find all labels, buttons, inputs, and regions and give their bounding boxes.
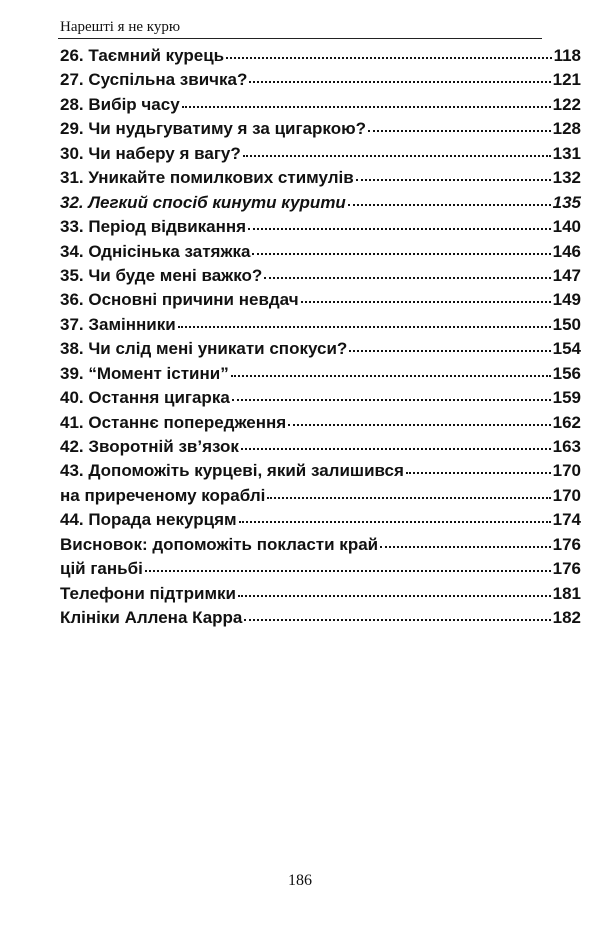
- toc-entry: [60, 46, 581, 70]
- toc-leader-dots: [226, 57, 551, 59]
- toc-leader-dots: [239, 521, 551, 523]
- toc-entry-page: 149: [552, 290, 581, 310]
- toc-entry-page: 174: [552, 510, 581, 530]
- toc-entry: [60, 266, 581, 290]
- toc-entry: [60, 144, 581, 168]
- toc-leader-dots: [348, 204, 551, 206]
- toc-entry-page: 162: [552, 412, 581, 432]
- toc-entry: [60, 290, 581, 314]
- toc-entry: [60, 315, 581, 339]
- toc-entry-page: 156: [552, 363, 581, 383]
- toc-entry-page: 118: [553, 46, 581, 65]
- toc-entry-page: 128: [552, 119, 581, 139]
- toc-entry: [60, 388, 581, 412]
- toc-entry-page: 182: [552, 608, 581, 628]
- toc-entry: [60, 364, 581, 388]
- toc-leader-dots: [249, 81, 550, 83]
- toc-leader-dots: [406, 472, 551, 474]
- toc-leader-dots: [182, 106, 551, 108]
- toc-leader-dots: [244, 619, 550, 621]
- toc-entry-page: 176: [552, 559, 581, 579]
- toc-leader-dots: [243, 155, 551, 157]
- toc-entry: [60, 559, 581, 583]
- toc-entry-title: 44. Порада некурцям: [60, 510, 237, 530]
- toc-entry: [60, 413, 581, 437]
- toc-leader-dots: [238, 595, 551, 597]
- toc-entry-page: 132: [552, 168, 581, 188]
- toc-leader-dots: [178, 326, 551, 328]
- toc-entry: [60, 461, 581, 485]
- toc-entry-page: 170: [552, 485, 581, 505]
- toc-entry-title: 28. Вибір часу: [60, 94, 180, 114]
- toc-leader-dots: [252, 253, 550, 255]
- toc-entry: [60, 70, 581, 94]
- page-number: 186: [288, 872, 312, 889]
- toc-entry-title: Клініки Аллена Карра: [60, 608, 243, 628]
- toc-entry: [60, 584, 581, 608]
- toc-entry-title: 29. Чи нудьгуватиму я за цигаркою?: [60, 119, 366, 139]
- toc-leader-dots: [232, 399, 551, 401]
- toc-entry-title: цій ганьбі: [60, 559, 143, 579]
- toc-entry: [60, 486, 581, 510]
- toc-entry-title: 41. Останнє попередження: [60, 412, 287, 432]
- toc-leader-dots: [241, 448, 551, 450]
- toc-entry: [60, 535, 581, 559]
- toc-entry-page: 140: [552, 217, 581, 237]
- toc-entry: [60, 510, 581, 534]
- toc-entry: [60, 193, 581, 217]
- toc-entry-title: 40. Остання цигарка: [60, 388, 230, 408]
- toc-entry-title: на приреченому кораблі: [60, 485, 266, 505]
- table-of-contents: [60, 46, 581, 633]
- toc-leader-dots: [264, 277, 550, 279]
- toc-entry-page: 150: [552, 314, 581, 334]
- toc-entry-title: 32. Легкий спосіб кинути курити: [60, 192, 346, 212]
- toc-entry-title: Телефони підтримки: [60, 583, 236, 603]
- toc-entry-page: 147: [552, 265, 581, 285]
- toc-leader-dots: [231, 375, 551, 377]
- toc-leader-dots: [349, 350, 550, 352]
- toc-leader-dots: [288, 424, 550, 426]
- toc-entry-title: 43. Допоможіть курцеві, який залишився: [60, 461, 404, 481]
- toc-entry-page: 181: [552, 583, 581, 603]
- toc-entry-title: 35. Чи буде мені важко?: [60, 265, 263, 285]
- toc-entry-page: 122: [552, 94, 581, 114]
- toc-entry-title: 33. Період відвикання: [60, 217, 247, 237]
- toc-entry-title: 31. Уникайте помилкових стимулів: [60, 168, 354, 188]
- toc-entry: [60, 608, 581, 632]
- toc-entry-page: 170: [552, 461, 581, 481]
- toc-entry-page: 163: [552, 437, 581, 456]
- toc-entry-title: 27. Суспільна звичка?: [60, 70, 248, 90]
- toc-entry-page: 121: [552, 70, 581, 90]
- toc-entry-page: 135: [552, 192, 581, 212]
- toc-leader-dots: [145, 570, 551, 572]
- toc-entry: [60, 242, 581, 266]
- toc-entry-title: 36. Основні причини невдач: [60, 290, 299, 310]
- toc-entry: [60, 168, 581, 192]
- toc-entry: [60, 95, 581, 119]
- toc-entry: [60, 217, 581, 241]
- toc-entry-title: 37. Замінники: [60, 314, 176, 334]
- toc-entry: [60, 339, 581, 363]
- toc-leader-dots: [301, 301, 551, 303]
- toc-entry-title: 30. Чи наберу я вагу?: [60, 143, 241, 163]
- toc-leader-dots: [248, 228, 551, 230]
- toc-entry-title: 38. Чи слід мені уникати спокуси?: [60, 339, 348, 359]
- toc-entry-title: Висновок: допоможіть покласти край: [60, 534, 379, 554]
- header-divider: [58, 38, 542, 39]
- toc-entry-title: 42. Зворотній зв’язок: [60, 437, 239, 456]
- toc-leader-dots: [380, 546, 551, 548]
- toc-leader-dots: [368, 130, 551, 132]
- toc-leader-dots: [356, 179, 551, 181]
- toc-entry-page: 131: [552, 143, 581, 163]
- toc-entry-page: 146: [552, 241, 581, 261]
- toc-entry-page: 154: [552, 339, 581, 359]
- toc-entry-page: 176: [552, 534, 581, 554]
- toc-entry-title: 26. Таємний курець: [60, 46, 225, 65]
- toc-entry-title: 39. “Момент істини”: [60, 363, 229, 383]
- toc-entry: [60, 119, 581, 143]
- running-header: Нарешті я не курю: [60, 19, 181, 35]
- toc-leader-dots: [267, 497, 550, 499]
- toc-entry-page: 159: [552, 388, 581, 408]
- toc-entry: [60, 437, 581, 461]
- toc-entry-title: 34. Однісінька затяжка: [60, 241, 251, 261]
